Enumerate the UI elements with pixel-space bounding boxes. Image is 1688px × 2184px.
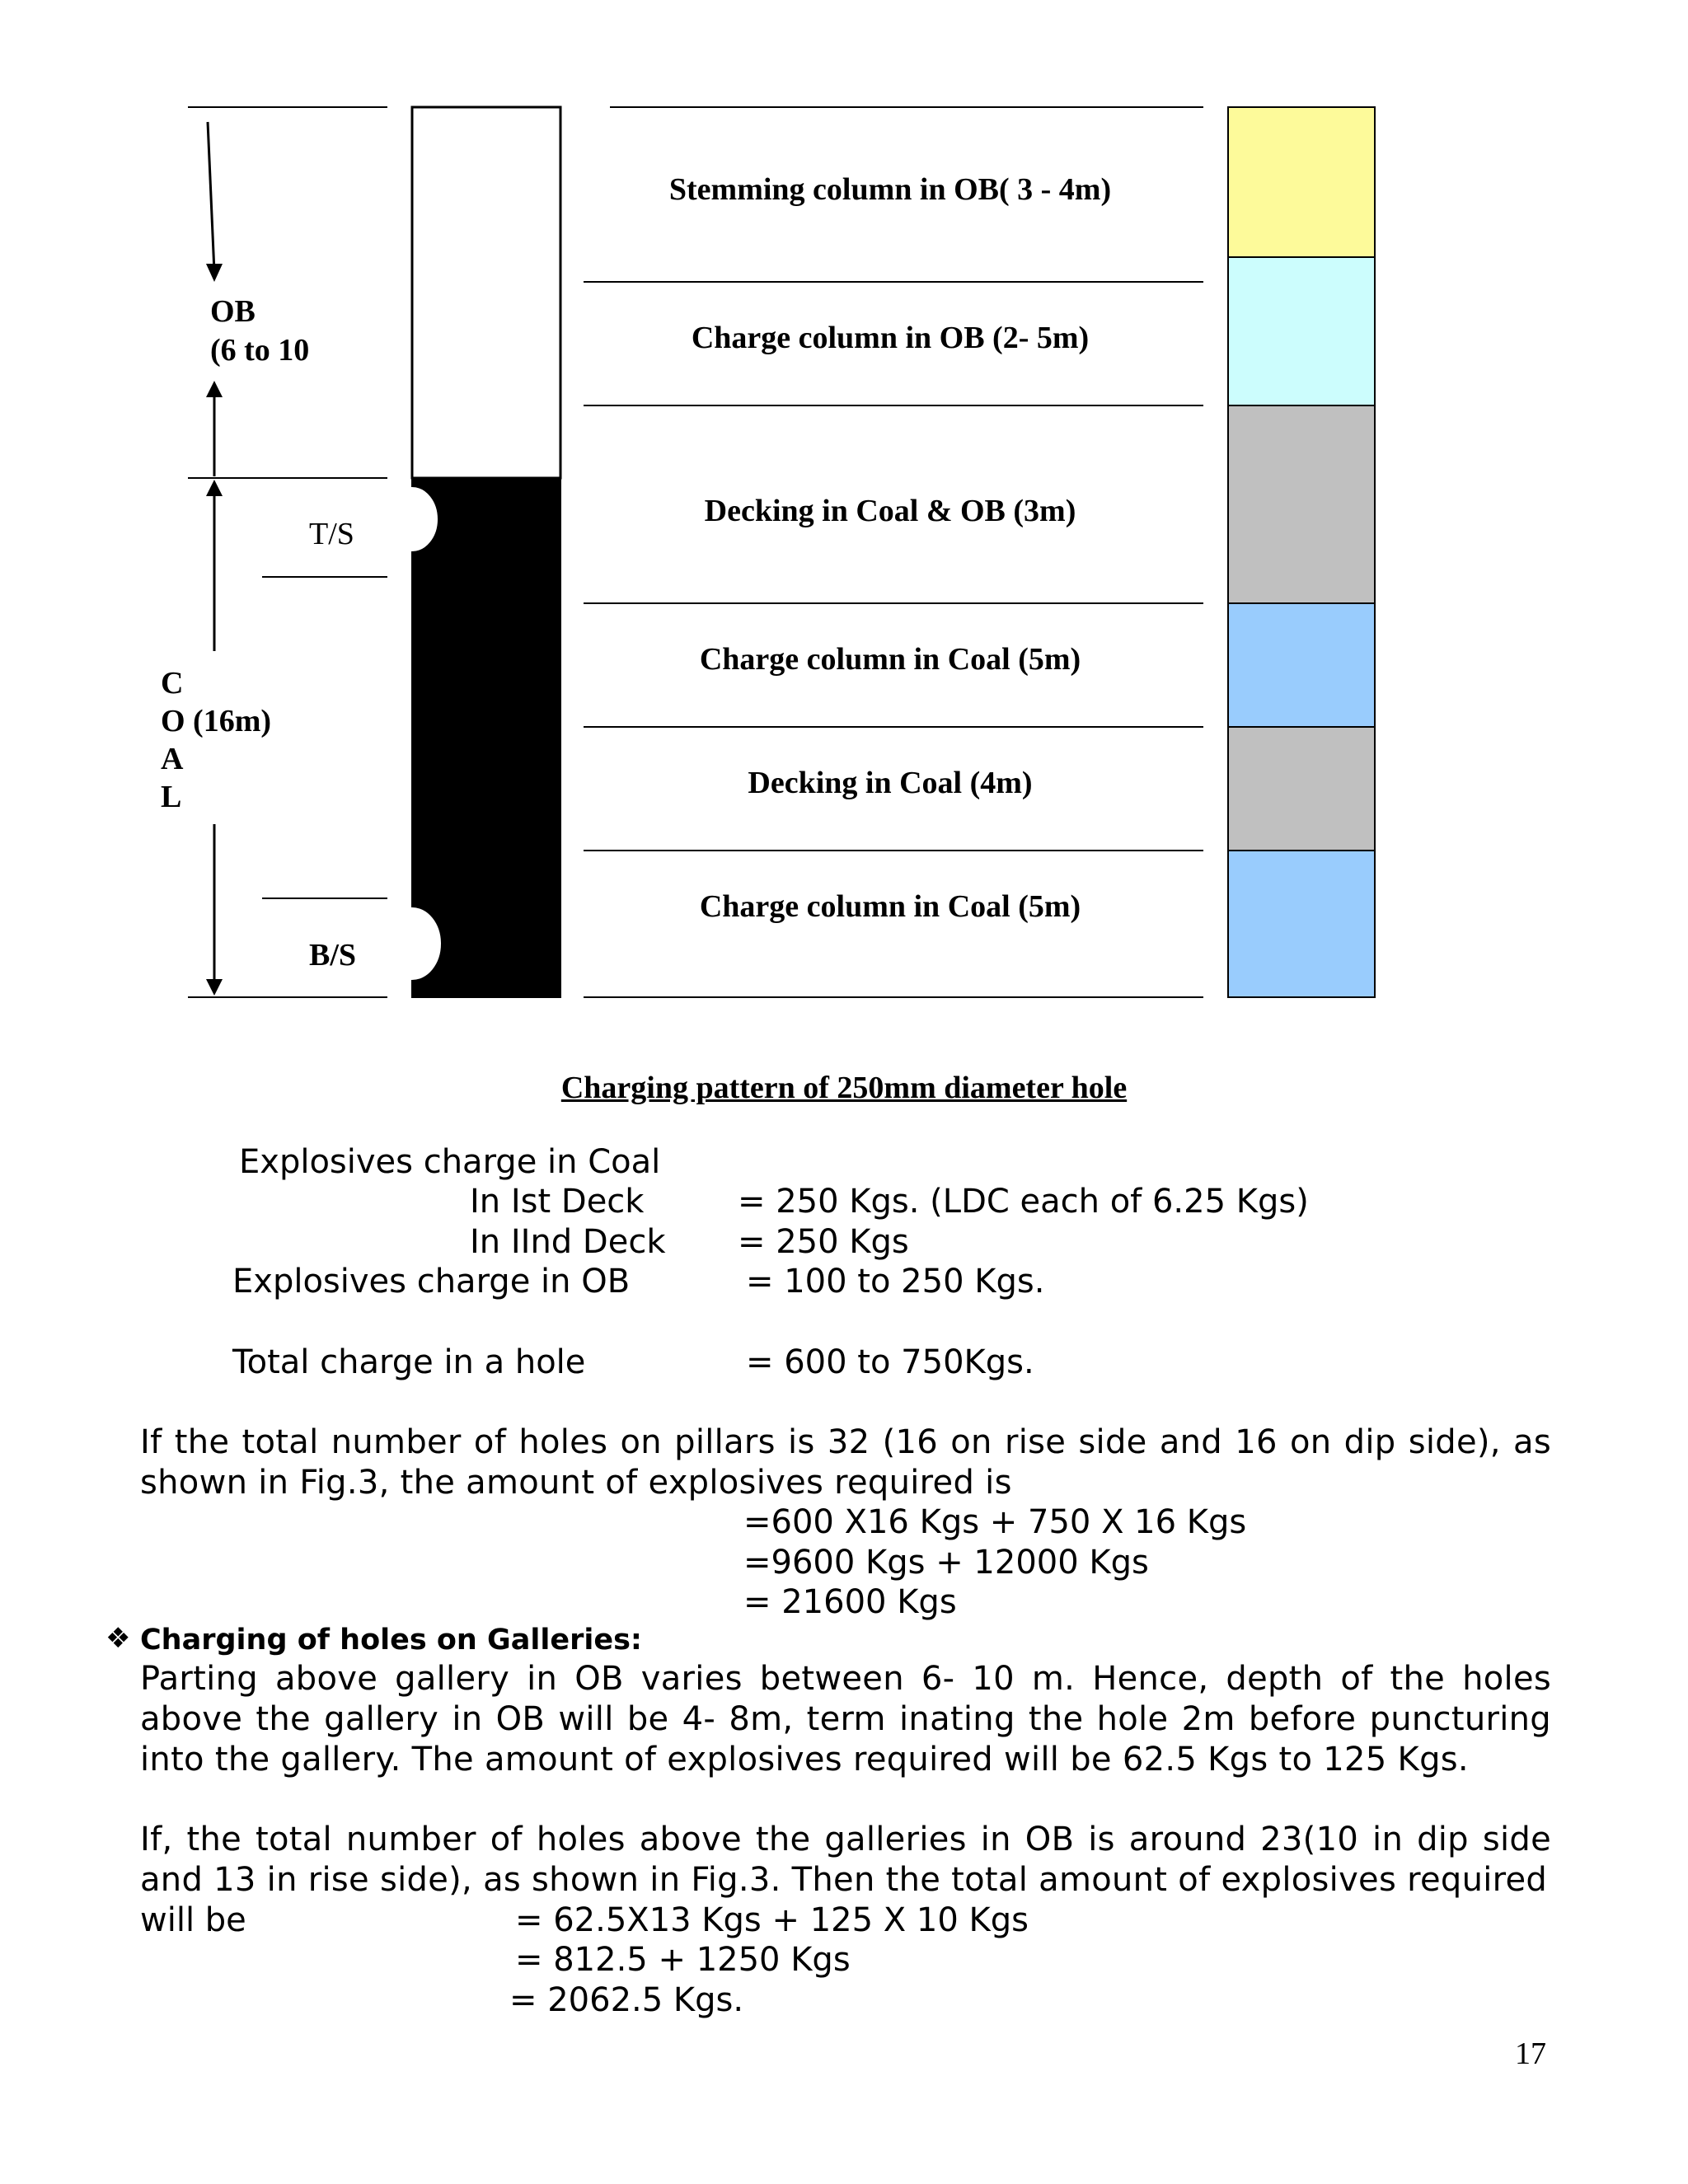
galleries-calc-line: = 812.5 + 1250 Kgs: [515, 1941, 851, 1979]
band-label-charge-coal-1: Charge column in Coal (5m): [699, 642, 1081, 677]
band-label-decking-coal: Decking in Coal (4m): [748, 766, 1033, 800]
ob-label-line1: OB: [210, 294, 256, 329]
galleries-paragraph-2: If, the total number of holes above the galleries in OB is around 23(10 in dip side and 13 in rise side), as shown in Fig.3. Then the total amount of explosives required: [140, 1821, 1551, 1899]
galleries-calc-line: = 2062.5 Kgs.: [509, 1981, 744, 2019]
hole-column-charged: [412, 478, 560, 997]
color-swatch-column: [1228, 107, 1375, 997]
band-label-decking-coal-ob: Decking in Coal & OB (3m): [704, 494, 1076, 528]
total-charge-value: = 600 to 750Kgs.: [746, 1343, 1034, 1381]
coal-charge-title: Explosives charge in Coal: [239, 1143, 661, 1181]
hole-column-upper: [412, 107, 560, 478]
charging-pattern-diagram: [0, 0, 1688, 1030]
swatch-decking-coal: [1228, 727, 1375, 851]
figure-caption: Charging pattern of 250mm diameter hole: [560, 1071, 1128, 1105]
ob-label-line2: (6 to 10: [210, 333, 310, 368]
pillars-calc-line: =600 X16 Kgs + 750 X 16 Kgs: [743, 1503, 1247, 1541]
pillars-calc-line: = 21600 Kgs: [743, 1583, 957, 1621]
galleries-calc-line: = 62.5X13 Kgs + 125 X 10 Kgs: [515, 1901, 1029, 1939]
deck2-value: = 250 Kgs: [738, 1223, 909, 1261]
band-label-charge-coal-2: Charge column in Coal (5m): [699, 889, 1081, 924]
deck1-label: In Ist Deck: [470, 1183, 645, 1221]
deck1-value: = 250 Kgs. (LDC each of 6.25 Kgs): [738, 1183, 1309, 1221]
band-label-stemming-ob: Stemming column in OB( 3 - 4m): [668, 172, 1112, 207]
ob-charge-label: Explosives charge in OB: [232, 1263, 631, 1301]
coal-letter: O (16m): [161, 704, 272, 738]
swatch-stemming-ob: [1228, 107, 1375, 257]
coal-letter: C: [161, 666, 184, 701]
swatch-charge-ob: [1228, 257, 1375, 405]
diamond-bullet-icon: ❖: [106, 1622, 131, 1655]
swatch-charge-coal-2: [1228, 851, 1375, 997]
deck2-label: In IInd Deck: [470, 1223, 666, 1261]
galleries-will-be: will be: [140, 1901, 246, 1939]
band-label-charge-ob: Charge column in OB (2- 5m): [691, 321, 1090, 355]
coal-arrow-down-head: [206, 979, 223, 996]
ob-arrow-up-head: [206, 381, 223, 397]
ts-label: T/S: [309, 517, 354, 551]
galleries-heading: Charging of holes on Galleries:: [140, 1624, 642, 1657]
coal-letter: A: [161, 742, 184, 776]
ob-arrow-down: [208, 122, 214, 272]
coal-letter: L: [161, 780, 182, 814]
pillars-calc-line: =9600 Kgs + 12000 Kgs: [743, 1544, 1149, 1582]
coal-arrow-up-head: [206, 480, 223, 496]
page-number: 17: [1515, 2036, 1546, 2071]
swatch-charge-coal-1: [1228, 603, 1375, 727]
ob-arrow-down-head: [206, 264, 223, 282]
ob-charge-value: = 100 to 250 Kgs.: [746, 1263, 1045, 1301]
pillars-paragraph: If the total number of holes on pillars is 32 (16 on rise side and 16 on dip side), as shown in Fig.3, the amount of explosives required is: [140, 1423, 1551, 1502]
total-charge-label: Total charge in a hole: [232, 1343, 586, 1381]
galleries-paragraph-1: Parting above gallery in OB varies between 6- 10 m. Hence, depth of the holes above the gallery in OB will be 4- 8m, term inating the hole 2m before puncturing into the gallery. The amount of explosives required will be 62.5 Kgs to 125 Kgs.: [140, 1660, 1551, 1779]
bs-label: B/S: [309, 938, 357, 972]
swatch-decking-coal-ob: [1228, 405, 1375, 603]
